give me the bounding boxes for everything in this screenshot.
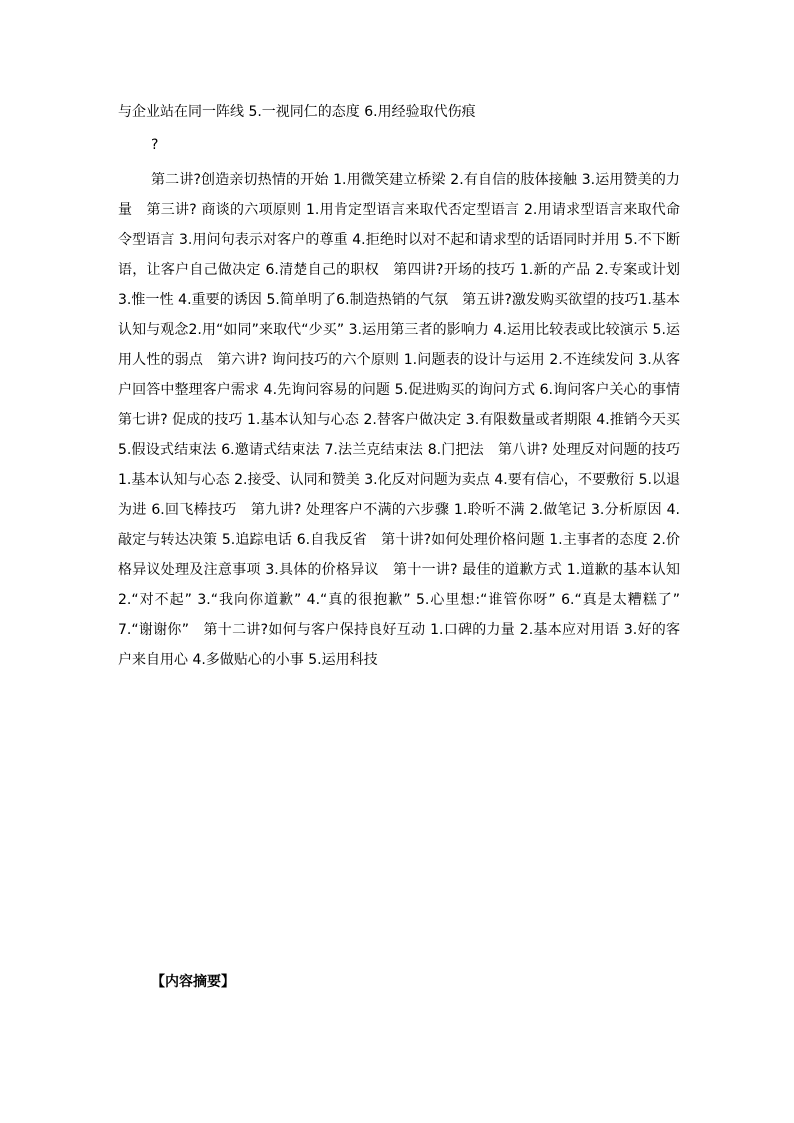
question-mark-line: ? (151, 137, 159, 153)
course-outline-paragraph: 第二讲?创造亲切热情的开始 1.用微笑建立桥梁 2.有自信的肢体接触 3.运用赞美的力量 第三讲? 商谈的六项原则 1.用肯定型语言来取代否定型语言 2.用请求型语言来取代命令型语言 3.用问句表示对客户的尊重 4.拒绝时以对不起和请求型的话语同时并用 5.不下断语，让客户自己做决定 6.清楚自己的职权 第四讲?开场的技巧 1.新的产品 2.专案或计划 3.惟一性 4.重要的诱因 5.简单明了6.制造热销的气氛 第五讲?激发购买欲望的技巧1.基本认知与观念2.用“如同”来取代“少买” 3.运用第三者的影响力 4.运用比较表或比较演示 5.运用人性的弱点 第六讲? 询问技巧的六个原则 1.问题表的设计与运用 2.不连续发问 3.从客户回答中整理客户需求 4.先询问容易的问题 5.促进购买的询问方式 6.询问客户关心的事情 第七讲? 促成的技巧 1.基本认知与心态 2.替客户做决定 3.有限数量或者期限 4.推销今天买 5.假设式结束法 6.邀请式结束法 7.法兰克结束法 8.门把法 第八讲? 处理反对问题的技巧 1.基本认知与心态 2.接受、认同和赞美 3.化反对问题为卖点 4.要有信心，不要敷衍 5.以退为进 6.回飞棒技巧 第九讲? 处理客户不满的六步骤 1.聆听不满 2.做笔记 3.分析原因 4.敲定与转达决策 5.追踪电话 6.自我反省 第十讲?如何处理价格问题 1.主事者的态度 2.价格异议处理及注意事项 3.具体的价格异议 第十一讲? 最佳的道歉方式 1.道歉的基本认知 2.“对不起” 3.“我向你道歉” 4.“真的很抱歉” 5.心里想:“谁管你呀” 6.“真是太糟糕了” 7.“谢谢你” 第十二讲?如何与客户保持良好互动 1.口碑的力量 2.基本应对用语 3.好的客户来自用心 4.多做贴心的小事 5.运用科技 (118, 172, 694, 668)
continuation-line: 与企业站在同一阵线 5.一视同仁的态度 6.用经验取代伤痕 (118, 104, 476, 120)
summary-heading: 【内容摘要】 (151, 974, 235, 990)
